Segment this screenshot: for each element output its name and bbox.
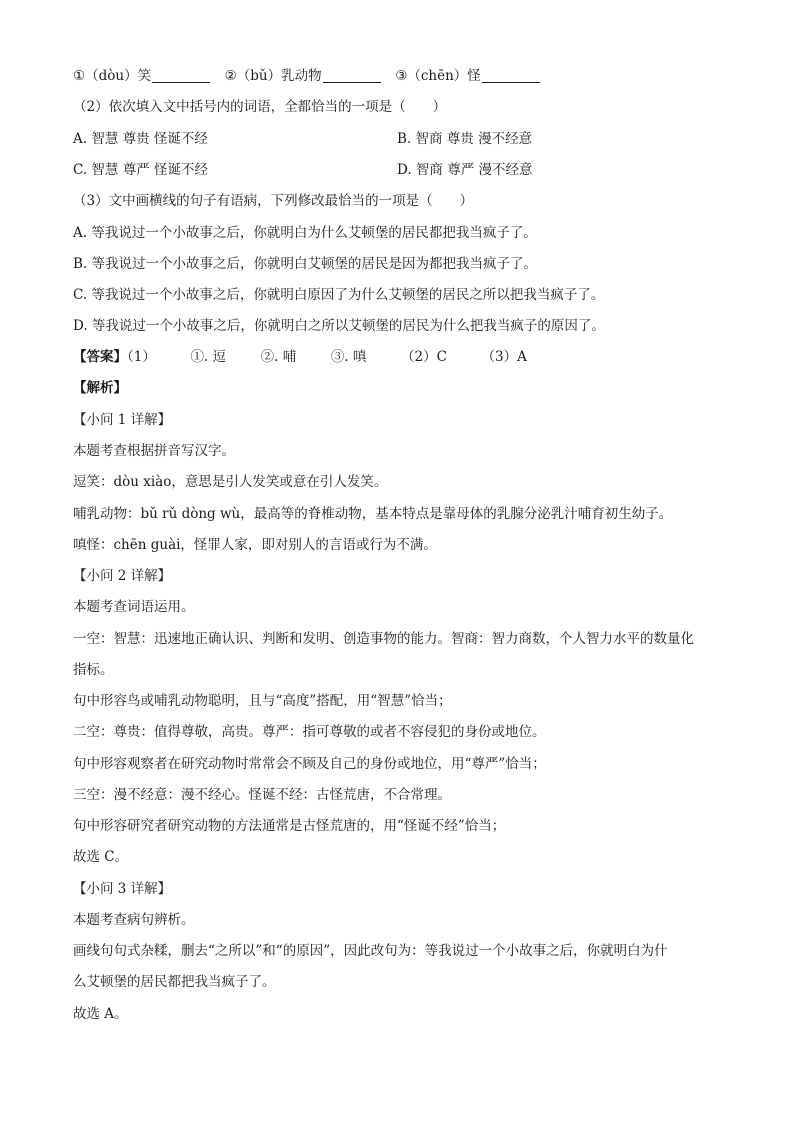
- pinyin-item-3: ③（chēn）怪: [395, 68, 481, 84]
- analysis-1-line-1: 本题考查根据拼音写汉字。: [73, 443, 235, 459]
- analysis-2-line-5: 二空：尊贵：值得尊敬，高贵。尊严：指可尊敬的或者不容侵犯的身份或地位。: [73, 724, 546, 740]
- analysis-3-line-3: 么艾顿堡的居民都把我当疯子了。: [73, 974, 276, 990]
- answer-blank-2: [323, 68, 381, 83]
- analysis-2-line-3: 指标。: [73, 662, 114, 678]
- q3-option-b: B. 等我说过一个小故事之后，你就明白艾顿堡的居民是因为都把我当疯子了。: [73, 256, 538, 272]
- answer-label: 【答案】: [73, 349, 127, 365]
- answer-part-2: （2）C: [401, 349, 447, 365]
- analysis-3-line-4: 故选 A。: [73, 1006, 128, 1022]
- analysis-2-line-9: 故选 C。: [73, 849, 129, 865]
- analysis-3-line-2: 画线句句式杂糅，删去“之所以”和“的原因”，因此改句为：等我说过一个小故事之后，你就明白为什: [73, 943, 668, 959]
- subquestion-3-title: 【小问 3 详解】: [73, 881, 172, 897]
- answer-1-1: ①. 逗: [190, 349, 227, 365]
- q2-option-c: C. 智慧 尊严 怪诞不经: [73, 162, 209, 178]
- answer-blank-1: [152, 68, 210, 83]
- subquestion-1-title: 【小问 1 详解】: [73, 412, 172, 428]
- analysis-1-line-4: 嗔怪：chēn guài，怪罪人家，即对别人的言语或行为不满。: [73, 537, 437, 553]
- q3-option-a: A. 等我说过一个小故事之后，你就明白为什么艾顿堡的居民都把我当疯子了。: [73, 225, 537, 241]
- answer-1-3: ③. 嗔: [330, 349, 367, 365]
- analysis-2-line-7: 三空：漫不经意：漫不经心。怪诞不经：古怪荒唐，不合常理。: [73, 787, 451, 803]
- analysis-3-line-1: 本题考查病句辨析。: [73, 912, 195, 928]
- analysis-2-line-4: 句中形容鸟或哺乳动物聪明，且与“高度”搭配，用“智慧”恰当；: [73, 693, 452, 709]
- answer-part-1: （1）: [127, 349, 156, 365]
- q3-stem: （3）文中画横线的句子有语病，下列修改最恰当的一项是（ ）: [73, 193, 474, 209]
- analysis-2-line-2: 一空：智慧：迅速地正确认识、判断和发明、创造事物的能力。智商：智力商数，个人智力水平的数量化: [73, 631, 694, 647]
- q3-option-d: D. 等我说过一个小故事之后，你就明白之所以艾顿堡的居民为什么把我当疯子的原因了。: [73, 318, 605, 334]
- pinyin-item-2: ②（bǔ）乳动物: [224, 68, 322, 84]
- q2-options-row-2: [73, 160, 734, 180]
- analysis-2-line-6: 句中形容观察者在研究动物时常常会不顾及自己的身份或地位，用“尊严”恰当；: [73, 756, 546, 772]
- q2-option-a: A. 智慧 尊贵 怪诞不经: [73, 131, 208, 147]
- answer-blank-3: [482, 68, 540, 83]
- answer-line: [73, 347, 734, 367]
- answer-1-2: ②. 哺: [260, 349, 297, 365]
- answer-part-3: （3）A: [481, 349, 527, 365]
- analysis-1-line-3: 哺乳动物：bǔ rǔ dòng wù，最高等的脊椎动物，基本特点是靠母体的乳腺分泌乳汁哺育初生幼子。: [73, 506, 673, 522]
- q2-stem: （2）依次填入文中括号内的词语，全都恰当的一项是（ ）: [73, 99, 447, 115]
- analysis-2-line-1: 本题考查词语运用。: [73, 599, 195, 615]
- q2-option-d: D. 智商 尊严 漫不经意: [397, 162, 533, 178]
- pinyin-item-1: ①（dòu）笑: [73, 68, 152, 84]
- q3-option-c: C. 等我说过一个小故事之后，你就明白原因了为什么艾顿堡的居民之所以把我当疯子了。: [73, 287, 605, 303]
- subquestion-2-title: 【小问 2 详解】: [73, 568, 172, 584]
- analysis-label: 【解析】: [73, 380, 127, 396]
- pinyin-question-line: [73, 66, 734, 86]
- analysis-1-line-2: 逗笑：dòu xiào，意思是引人发笑或意在引人发笑。: [73, 474, 388, 490]
- q2-options-row-1: [73, 129, 734, 149]
- analysis-2-line-8: 句中形容研究者研究动物的方法通常是古怪荒唐的，用“怪诞不经”恰当；: [73, 818, 506, 834]
- q2-option-b: B. 智商 尊贵 漫不经意: [397, 131, 533, 147]
